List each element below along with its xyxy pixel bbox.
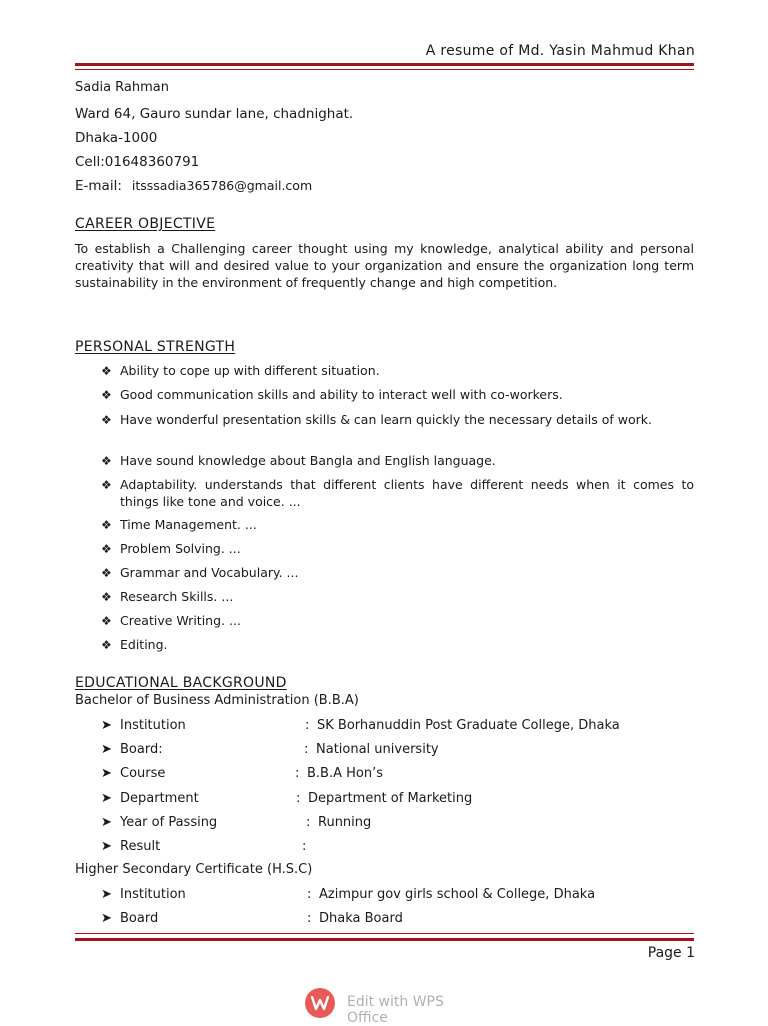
arrow-bullet-icon: ➤ <box>101 911 112 926</box>
footer-rule-thin <box>75 933 694 934</box>
edu-row <box>101 839 694 857</box>
applicant-name: Sadia Rahman <box>75 80 170 95</box>
edu-row-separator: : <box>296 791 301 806</box>
edu-row <box>101 815 694 833</box>
header-rule-thick <box>75 63 694 66</box>
edu-row <box>101 887 694 905</box>
arrow-bullet-icon: ➤ <box>101 839 112 854</box>
diamond-bullet-icon: ❖ <box>101 638 112 652</box>
strength-item: ❖ Have sound knowledge about Bangla and English language. <box>101 453 496 468</box>
edu-row-value: B.B.A Hon’s <box>307 766 384 781</box>
wps-label: Edit with WPS Office <box>347 994 444 1026</box>
edu-row-value: Department of Marketing <box>308 791 473 806</box>
personal-strength-heading: PERSONAL STRENGTH <box>75 339 236 355</box>
edu-row-separator: : <box>305 718 310 733</box>
arrow-bullet-icon: ➤ <box>101 791 112 806</box>
diamond-bullet-icon: ❖ <box>101 566 112 580</box>
edu-row-separator: : <box>307 911 312 926</box>
diamond-bullet-icon: ❖ <box>101 590 112 604</box>
strength-item: ❖ Creative Writing. ... <box>101 613 241 628</box>
diamond-bullet-icon: ❖ <box>101 614 112 628</box>
edu-row-value: National university <box>316 742 439 757</box>
edu-row-value: Running <box>318 815 372 830</box>
edu-row <box>101 791 694 809</box>
strength-item: ❖ Have wonderful presentation skills & can learn quickly the necessary details of work. <box>101 412 652 427</box>
strength-item: ❖ Grammar and Vocabulary. ... <box>101 565 299 580</box>
wps-logo-icon <box>305 988 335 1018</box>
career-objective-text: To establish a Challenging career thought using my knowledge, analytical ability and personal creativity that will and desired value to your organization and ensure the organization long term sustainability in the environment of frequently change and high competition. <box>75 241 694 290</box>
email-label: E-mail: <box>75 178 122 194</box>
address-line-2: Dhaka-1000 <box>75 130 158 146</box>
header-rule-thin <box>75 69 694 70</box>
footer-rule-thick <box>75 938 694 941</box>
edu-row-value: SK Borhanuddin Post Graduate College, Dhaka <box>317 718 620 733</box>
edit-with-wps-button[interactable] <box>305 988 485 1026</box>
bba-title: Bachelor of Business Administration (B.B.A) <box>75 693 359 708</box>
edu-row-label: Institution <box>120 887 186 902</box>
edu-row-value: Dhaka Board <box>319 911 403 926</box>
edu-row-label: Result <box>120 839 161 854</box>
edu-row-label: Course <box>120 766 166 781</box>
arrow-bullet-icon: ➤ <box>101 887 112 902</box>
career-objective-heading: CAREER OBJECTIVE <box>75 216 216 232</box>
edu-row-label: Institution <box>120 718 186 733</box>
strength-item: ❖ Ability to cope up with different situation. <box>101 363 380 378</box>
arrow-bullet-icon: ➤ <box>101 742 112 757</box>
edu-row <box>101 742 694 760</box>
edu-row-separator: : <box>304 742 309 757</box>
address-line-1: Ward 64, Gauro sundar lane, chadnighat. <box>75 106 354 122</box>
hsc-title: Higher Secondary Certificate (H.S.C) <box>75 862 313 877</box>
edu-row-value: Azimpur gov girls school & College, Dhaka <box>319 887 596 902</box>
strength-item: ❖ Good communication skills and ability to interact well with co-workers. <box>101 387 563 402</box>
edu-row-separator: : <box>307 887 312 902</box>
edu-row-separator: : <box>302 839 307 854</box>
edu-row <box>101 766 694 784</box>
document-header-title: A resume of Md. Yasin Mahmud Khan <box>425 43 695 59</box>
strength-item: ❖ Adaptability. understands that different clients have different needs when it comes to things like tone and voice. ... <box>101 477 694 509</box>
strength-item: ❖ Problem Solving. ... <box>101 541 241 556</box>
edu-row-label: Department <box>120 791 199 806</box>
page-number: Page 1 <box>647 945 695 961</box>
diamond-bullet-icon: ❖ <box>101 413 112 427</box>
arrow-bullet-icon: ➤ <box>101 766 112 781</box>
edu-row-separator: : <box>306 815 311 830</box>
edu-row-label: Board: <box>120 742 163 757</box>
strength-item: ❖ Research Skills. ... <box>101 589 234 604</box>
diamond-bullet-icon: ❖ <box>101 478 112 492</box>
email-address[interactable]: itsssadia365786@gmail.com <box>131 178 313 193</box>
strength-item: ❖ Editing. <box>101 637 168 652</box>
arrow-bullet-icon: ➤ <box>101 718 112 733</box>
edu-row <box>101 911 694 929</box>
email-line <box>75 178 312 194</box>
educational-background-heading: EDUCATIONAL BACKGROUND <box>75 675 287 691</box>
edu-row <box>101 718 694 736</box>
edu-row-label: Year of Passing <box>120 815 218 830</box>
cell-number: Cell:01648360791 <box>75 154 200 170</box>
diamond-bullet-icon: ❖ <box>101 542 112 556</box>
diamond-bullet-icon: ❖ <box>101 364 112 378</box>
diamond-bullet-icon: ❖ <box>101 388 112 402</box>
edu-row-separator: : <box>295 766 300 781</box>
edu-row-label: Board <box>120 911 159 926</box>
diamond-bullet-icon: ❖ <box>101 518 112 532</box>
diamond-bullet-icon: ❖ <box>101 454 112 468</box>
strength-item: ❖ Time Management. ... <box>101 517 257 532</box>
arrow-bullet-icon: ➤ <box>101 815 112 830</box>
